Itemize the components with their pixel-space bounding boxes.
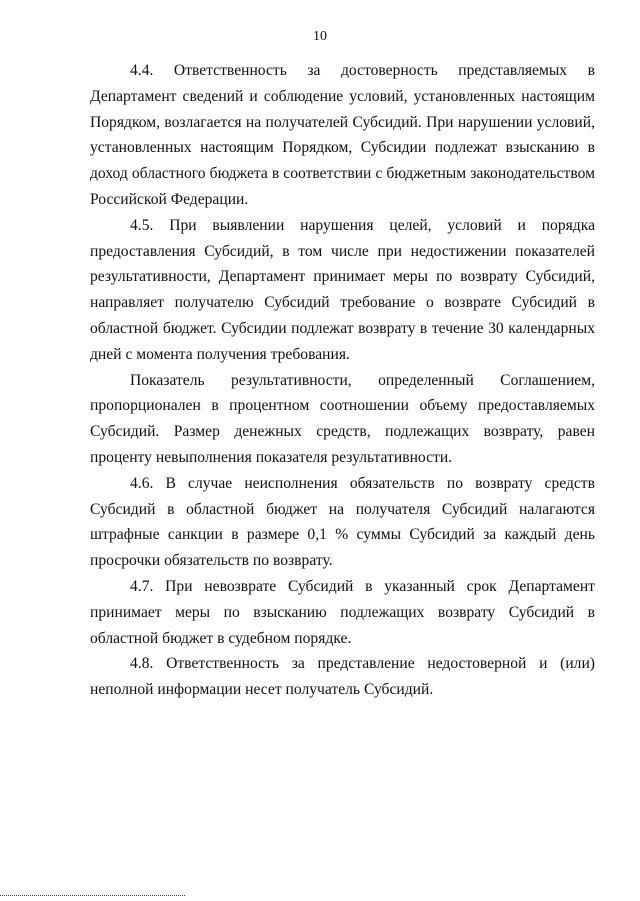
- paragraph-4-4: 4.4. Ответственность за достоверность представляемых в Департамент сведений и соблюдение условий, установленных настоящим Порядком, возлагается на получателей Субсидий. При нарушении условий, установленных настоящим Порядком, Субсидии подлежат взысканию в доход областного бюджета в соответствии с бюджетным законодательством Российской Федерации.: [90, 62, 595, 208]
- paragraph-4-5: 4.5. При выявлении нарушения целей, условий и порядка предоставления Субсидий, в том числе при недостижении показателей результативности, Департамент принимает меры по возврату Субсидий, направляет получателю Субсидий требование о возврате Субсидий в областной бюджет. Субсидии подлежат возврату в течение 30 календарных дней с момента получения требования.: [90, 216, 595, 363]
- page-number: 10: [313, 29, 327, 44]
- paragraph-4-7: 4.7. При невозврате Субсидий в указанный срок Департамент принимает меры по взысканию подлежащих возврату Субсидий в областной бюджет в судебном порядке.: [90, 577, 595, 647]
- paragraph-4-6: 4.6. В случае неисполнения обязательств по возврату средств Субсидий в областной бюджет на получателя Субсидий налагаются штрафные санкции в размере 0,1 % суммы Субсидий за каждый день просрочки обязательств по возврату.: [90, 474, 595, 570]
- paragraph-4-8: 4.8. Ответственность за представление недостоверной и (или) неполной информации несет получатель Субсидий.: [90, 655, 595, 699]
- document-body: [90, 58, 595, 703]
- paragraph-indicator: Показатель результативности, определенный Соглашением, пропорционален в процентном соотношении объему предоставляемых Субсидий. Размер денежных средств, подлежащих возврату, равен проценту невыполнения показателя результативности.: [90, 371, 595, 466]
- footer-separator: [0, 895, 185, 896]
